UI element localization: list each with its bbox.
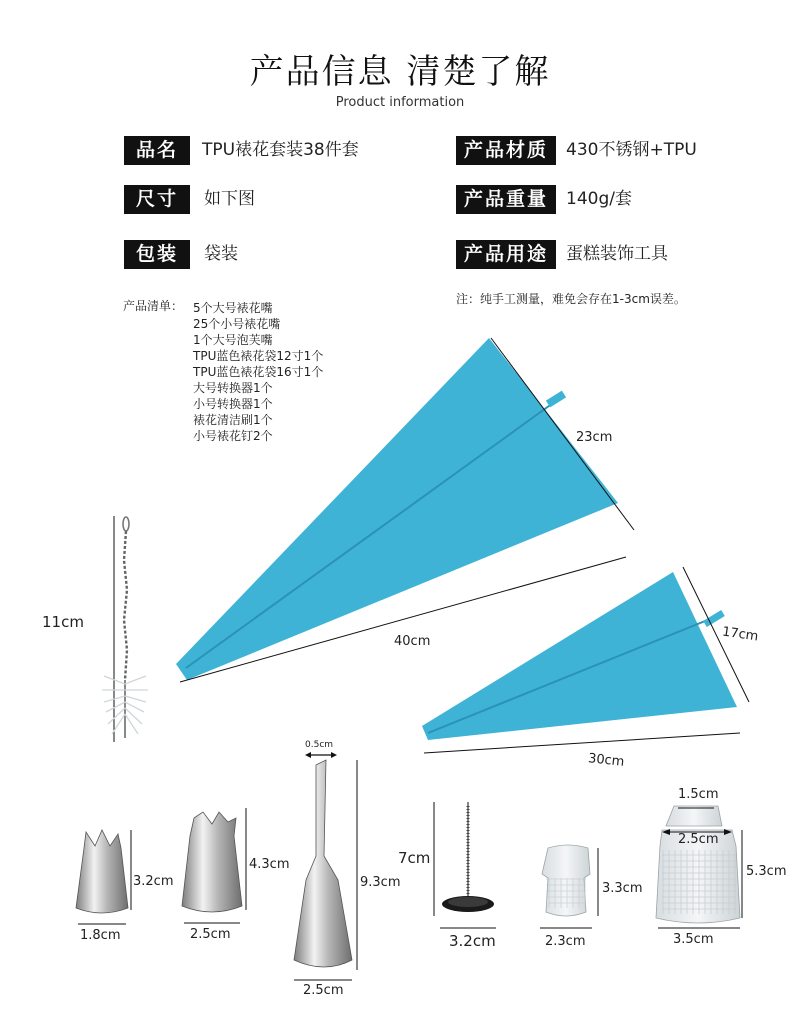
page-subtitle: Product information [335,95,465,110]
spec-value-weight: 140g/套 [566,189,632,209]
list-item: 1个大号泡芙嘴 [193,333,273,347]
tip-medium-height-dim: 4.3cm [249,857,290,872]
large-coupler [656,806,742,928]
list-item: 小号裱花钉2个 [193,429,273,443]
list-item: TPU蓝色裱花袋16寸1个 [193,365,324,379]
list-item: TPU蓝色裱花袋12寸1个 [193,349,324,363]
list-item: 25个小号裱花嘴 [193,317,281,331]
list-item: 5个大号裱花嘴 [193,301,273,315]
tip-small-width-dim: 1.8cm [80,928,121,943]
brush-height-dim: 11cm [42,613,84,631]
small-coupler-height-dim: 3.3cm [602,881,643,896]
large-bag-length-dim: 40cm [394,634,431,649]
spec-label-size: 尺寸 [124,185,190,214]
contents-label: 产品清单： [123,299,184,313]
small-bag-length-dim: 30cm [587,751,626,770]
flower-nail [434,802,496,928]
small-bag-side-dim: 17cm [721,624,760,645]
spec-label-usage: 产品用途 [456,240,556,269]
spec-value-material: 430不锈钢+TPU [566,140,697,160]
piping-tip-medium [182,808,246,923]
tip-small-height-dim: 3.2cm [133,874,174,889]
nail-height-dim: 7cm [398,849,431,867]
large-bag-side-dim: 23cm [576,430,613,445]
nail-width-dim: 3.2cm [449,932,496,950]
spec-value-usage: 蛋糕装饰工具 [566,244,668,264]
large-coupler-top-dim: 1.5cm [678,787,719,802]
page-title: 产品信息 清楚了解 [249,52,551,92]
large-coupler-height-dim: 5.3cm [746,864,787,879]
large-piping-bag [176,338,634,682]
small-coupler-width-dim: 2.3cm [545,934,586,949]
spec-label-name: 品名 [124,136,190,165]
puff-tip-width-dim: 2.5cm [303,983,344,998]
puff-tip-top-dim: 0.5cm [305,740,334,750]
spec-value-size: 如下图 [204,189,255,209]
small-coupler [540,845,598,928]
cleaning-brush [102,516,148,742]
spec-label-weight: 产品重量 [456,185,556,214]
piping-tip-small [76,830,131,924]
list-item: 裱花清洁刷1个 [193,413,273,427]
spec-value-package: 袋装 [204,244,238,264]
spec-value-name: TPU裱花套装38件套 [202,140,359,160]
puff-tip-height-dim: 9.3cm [360,875,401,890]
spec-label-material: 产品材质 [456,136,556,165]
list-item: 小号转换器1个 [193,397,273,411]
puff-tip [294,752,357,980]
large-coupler-mid-dim: 2.5cm [678,832,719,847]
small-piping-bag [422,567,749,753]
tip-medium-width-dim: 2.5cm [190,927,231,942]
large-coupler-width-dim: 3.5cm [673,932,714,947]
spec-label-package: 包装 [124,240,190,269]
measurement-note: 注：纯手工测量，难免会存在1-3cm误差。 [456,292,686,306]
list-item: 大号转换器1个 [193,381,273,395]
